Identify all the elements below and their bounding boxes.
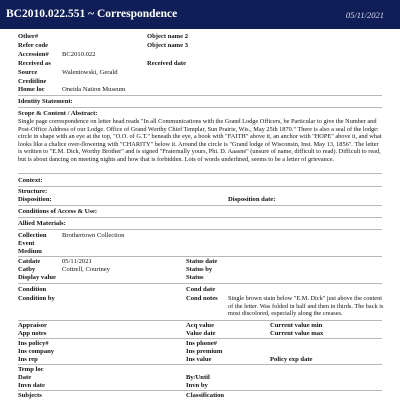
catby-value: Cottrell, Courtney <box>62 266 110 273</box>
cond-notes-label: Cond notes <box>186 295 218 302</box>
divider <box>18 186 382 187</box>
scope-label: Scope & Content / Abstract: <box>18 110 98 117</box>
allied-materials-label: Allied Materials: <box>18 220 66 227</box>
received-as-label: Received as <box>18 60 51 67</box>
home-loc-value: Oneida Nation Museum <box>62 86 126 93</box>
temp-loc-label: Temp loc <box>18 366 44 373</box>
identity-statement-label: Identity Statement: <box>18 98 73 105</box>
cond-date-label: Cond date <box>186 286 216 293</box>
creditline-label: Creditline <box>18 78 47 85</box>
appraisor-label: Appraisor <box>18 322 47 329</box>
object-name-3-label: Object name 3 <box>147 42 189 49</box>
current-value-max-label: Current value max <box>270 330 324 337</box>
status-label: Status <box>186 274 204 281</box>
acq-value-label: Acq value <box>186 322 215 329</box>
classification-label: Classification <box>186 392 225 399</box>
conditions-access-label: Conditions of Access & Use: <box>18 208 98 215</box>
divider <box>18 283 382 284</box>
divider <box>18 338 382 339</box>
divider <box>18 229 382 230</box>
status-date-label: Status date <box>186 258 218 265</box>
divider <box>18 256 382 257</box>
value-date-label: Value date <box>186 330 216 337</box>
context-label: Context: <box>18 177 43 184</box>
refer-code-label: Refer code <box>18 42 49 49</box>
app-notes-label: App notes <box>18 330 47 337</box>
object-name-2-label: Object name 2 <box>147 33 189 40</box>
disposition-date-label: Disposition date: <box>228 196 276 203</box>
divider <box>18 390 382 391</box>
divider <box>18 217 382 218</box>
catby-label: Catby <box>18 266 36 273</box>
invn-by-label: Invn by <box>186 382 208 389</box>
header-bar <box>0 0 400 29</box>
ins-rep-label: Ins rep <box>18 356 38 363</box>
scope-text: Single page correspondence on letter head reads "In all Communications with the Grand Lodge Officers, be Particular to give the Number and Post-Office Address of our Lodge. Office of Grand Worthy Chief Templar, Sun Prairie, Wis., May 25th 1870." There is also a seal of the lodge: circle in shape with an eye at the top, "O.O. of G.T." beneath the eye, a book with "FAITH" above it, an anchor with "HOPE" above it, and what looks like a chalice over-flowering with "CHARITY" below it. Around the circle is "Grand lodge of Wisconsin, Inst. May 13, 1856". The letter is written to "E.M. Dick, Worthy Brother" and is signed "Fraternally yours, Phi. D. Aaasne" (unsure of name, difficult to read). Difficult to read, but is about dancing on meeting nights and how that is forbidden. Lots of words underlined, seems to be a letter of grievance. <box>18 118 382 163</box>
cond-notes-value: Single brown stain below "E.M. Dick" just above the content of the letter. Was folded in half and then in thirds. The back is most discolored, especially along the creases. <box>228 295 384 318</box>
ins-company-label: Ins company <box>18 348 55 355</box>
divider <box>18 107 382 108</box>
condition-by-label: Condition by <box>18 295 55 302</box>
accession-label: Accession# <box>18 51 49 58</box>
subjects-label: Subjects <box>18 392 42 399</box>
by-until-label: By/Until <box>186 374 210 381</box>
divider <box>18 173 382 174</box>
record-date: 05/11/2021 <box>345 10 384 20</box>
medium-label: Medium <box>18 248 42 255</box>
source-value: Walentowski, Gerald <box>62 69 118 76</box>
collection-label: Collection <box>18 232 47 239</box>
ins-premium-label: Ins premium <box>186 348 223 355</box>
divider <box>18 364 382 365</box>
disposition-label: Disposition: <box>18 196 52 203</box>
received-date-label: Received date <box>147 60 186 67</box>
divider <box>18 95 382 96</box>
accession-value: BC2010.022 <box>62 51 96 58</box>
event-label: Event <box>18 240 35 247</box>
display-value-label: Display value <box>18 274 56 281</box>
current-value-min-label: Current value min <box>270 322 323 329</box>
catdate-value: 05/11/2021 <box>62 258 92 265</box>
date-label: Date <box>18 374 32 381</box>
source-label: Source <box>18 69 38 76</box>
structure-label: Structure: <box>18 188 48 195</box>
policy-exp-date-label: Policy exp date <box>270 356 313 363</box>
ins-phone-label: Ins phone# <box>186 340 217 347</box>
condition-label: Condition <box>18 286 47 293</box>
ins-value-label: Ins value <box>186 356 212 363</box>
divider <box>18 205 382 206</box>
status-by-label: Status by <box>186 266 213 273</box>
home-loc-label: Home loc <box>18 86 45 93</box>
ins-policy-label: Ins policy# <box>18 340 49 347</box>
record-title: BC2010.022.551 ~ Correspondence <box>6 8 178 20</box>
other-label: Other# <box>18 33 39 40</box>
divider <box>18 320 382 321</box>
catdate-label: Catdate <box>18 258 41 265</box>
invn-date-label: Invn date <box>18 382 45 389</box>
collection-value: Brothertown Collection <box>62 232 125 239</box>
